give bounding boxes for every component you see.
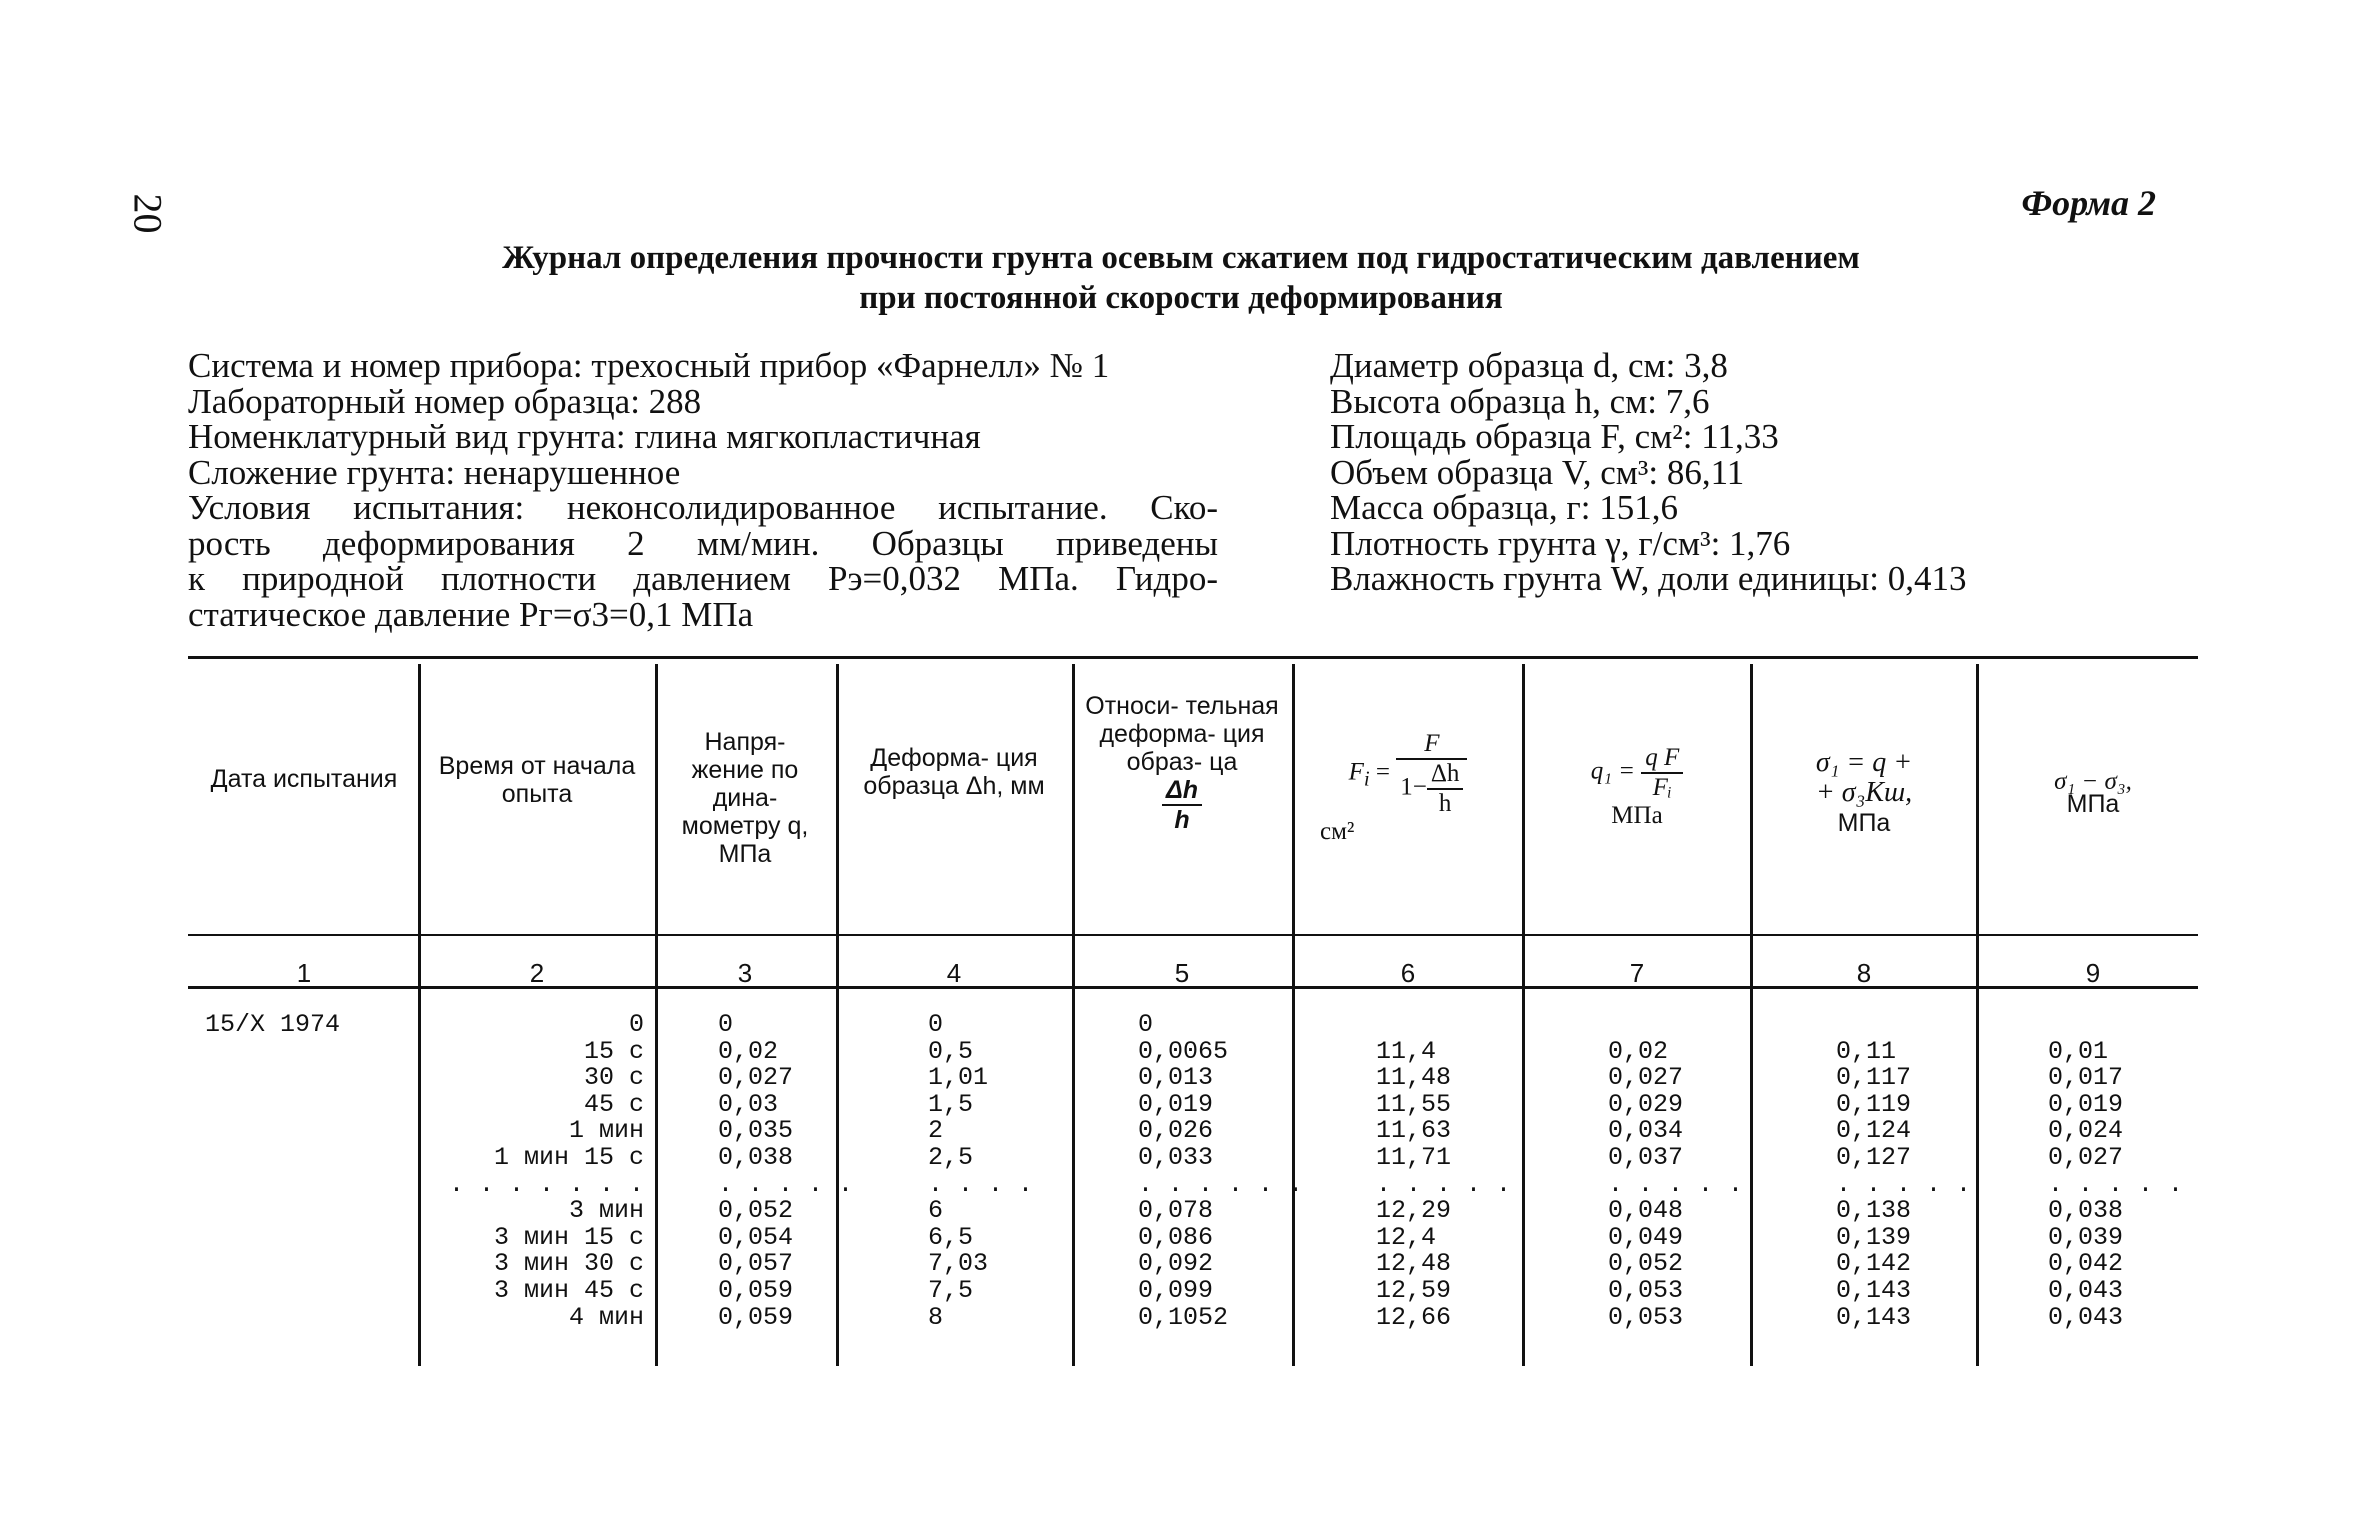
q1-cell: 0,02 [1608,1036,1669,1066]
sigma-diff-cell: . . . . . [2048,1169,2184,1199]
area-unit: см² [1320,818,1355,845]
column-divider [1522,664,1525,1366]
column-number: 6 [1400,958,1416,988]
header-sigma-diff [1988,768,2198,818]
fraction-denominator: h [1174,806,1190,834]
deformation-cell: 1,5 [928,1089,974,1119]
header-deformation [848,744,1060,800]
title-line-1: Журнал определения прочности грунта осевым сжатием под гидростатическим давлением [502,240,1860,276]
header-time [430,752,644,808]
relative-deformation-cell: 0,026 [1138,1116,1214,1146]
sigma1-cell: 0,143 [1836,1302,1912,1332]
sample-mass: Масса образца, г: 151,6 [1330,488,1678,527]
area-inner-numerator: Δh [1427,760,1464,790]
sigma-diff-formula: σ₁ − σ₃, [2054,768,2132,795]
area-cell: 12,4 [1376,1222,1437,1252]
sigma-diff-cell [2048,1012,2183,1039]
area-cell: 11,48 [1376,1063,1452,1093]
q1-cell [1608,1012,1743,1039]
relative-deformation-cell: 0,086 [1138,1222,1214,1252]
deformation-cell: 2,5 [928,1142,974,1172]
sigma-diff-cell: 0,019 [2048,1089,2124,1119]
title-line-2: при постоянной скорости деформирования [859,280,1503,316]
q1-cell: 0,049 [1608,1222,1684,1252]
column-number: 3 [737,958,753,988]
soil-density: Плотность грунта γ, г/см³: 1,76 [1330,523,1791,563]
area-cell: 11,4 [1376,1036,1437,1066]
column-number: 5 [1174,958,1190,988]
soil-type: Номенклатурный вид грунта: глина мягкопластичная [188,417,981,456]
relative-deformation-cell: . . . . . . [1138,1169,1304,1199]
test-conditions-line-1: Условия испытания: неконсолидированное испытание. Ско- [188,488,1218,527]
q1-cell: 0,053 [1608,1302,1684,1332]
test-conditions-line-2: рость деформирования 2 мм/мин. Образцы приведены [188,523,1218,563]
relative-deformation-cell: 0,033 [1138,1142,1214,1172]
area-fraction-numerator [1396,730,1467,760]
test-conditions-line-4: статическое давление Pг=σ3=0,1 МПа [188,594,754,634]
sigma1-cell: 0,139 [1836,1222,1912,1252]
sigma1-cell [1836,1012,1971,1039]
sigma1-cell: 0,142 [1836,1249,1912,1279]
sigma1-cell: 0,119 [1836,1089,1912,1119]
soil-moisture: Влажность грунта W, доли единицы: 0,413 [1330,559,1967,598]
sigma1-column [1836,1012,1971,1331]
area-subscript: i [1363,766,1370,791]
area-cell: 11,63 [1376,1116,1452,1146]
area-inner-fraction [1427,760,1464,818]
deformation-cell: 8 [928,1302,944,1332]
relative-deformation-cell: 0,0065 [1138,1036,1229,1066]
header-deformation-label: Деформа- ция образца Δh, мм [863,744,1045,800]
header-q1 [1534,744,1740,830]
time-column [430,1012,644,1331]
header-date-label: Дата испытания [210,765,398,793]
sigma-diff-cell: 0,017 [2048,1063,2124,1093]
deformation-cell: 7,5 [928,1275,974,1305]
relative-deformation-cell: 0,013 [1138,1063,1214,1093]
soil-structure: Сложение грунта: ненарушенное [188,452,681,492]
time-cell: 3 мин 30 с [493,1249,644,1279]
header-area: $F_i$ = F 1− $\frac{\Delta h}{h}$ см² [1300,730,1516,846]
time-cell: 1 мин 15 с [493,1142,644,1172]
sample-info-left [188,348,1218,632]
time-cell: 0 [628,1010,644,1039]
area-numerator-symbol: F [1424,730,1440,757]
header-stress-label: Напря- жение по дина- мометру q, МПа [681,728,809,868]
q1-cell: 0,037 [1608,1142,1684,1172]
sigma1-cell: 0,138 [1836,1196,1912,1226]
q1-symbol: q₁ = [1590,757,1636,785]
sigma-diff-cell: 0,024 [2048,1116,2124,1146]
sigma1-cell: 0,117 [1836,1063,1912,1093]
relative-deformation-cell: 0,1052 [1138,1302,1229,1332]
area-column [1376,1012,1511,1331]
deformation-cell: 1,01 [928,1063,989,1093]
sigma-diff-cell: 0,038 [2048,1196,2124,1226]
time-cell: 4 мин [568,1302,644,1332]
q1-denominator: Fᵢ [1652,774,1672,801]
document-title [0,238,2362,318]
q1-column [1608,1012,1743,1331]
column-divider [1750,664,1753,1366]
time-cell: 1 мин [568,1116,644,1146]
sample-diameter: Диаметр образца d, см: 3,8 [1330,346,1728,385]
relative-deformation-column [1138,1012,1303,1331]
q1-cell: 0,029 [1608,1089,1684,1119]
stress-cell: 0 [718,1010,734,1039]
q1-cell: 0,027 [1608,1063,1684,1093]
test-conditions-line-3: к природной плотности давлением Pэ=0,032 МПа. Гидро- [188,559,1218,598]
column-divider [1976,664,1979,1366]
stress-cell: 0,057 [718,1249,794,1279]
q1-cell: 0,053 [1608,1275,1684,1305]
column-number: 8 [1856,958,1872,988]
q1-fraction [1641,744,1683,802]
area-cell [1376,1012,1511,1039]
sample-volume: Объем образца V, см³: 86,11 [1330,452,1745,492]
relative-deformation-cell: 0,099 [1138,1275,1214,1305]
area-cell: . . . . . [1376,1169,1512,1199]
sample-area: Площадь образца F, см²: 11,33 [1330,417,1779,456]
header-sigma1 [1762,748,1966,838]
table-top-rule [188,656,2198,659]
relative-deformation-cell: 0,078 [1138,1196,1214,1226]
relative-deformation-cell: 0 [1138,1010,1154,1039]
sigma-diff-cell: 0,039 [2048,1222,2124,1252]
date-cell: 15/X 1974 [205,1010,341,1039]
area-cell: 11,55 [1376,1089,1452,1119]
area-cell: 11,71 [1376,1142,1452,1172]
stress-cell: 0,054 [718,1222,794,1252]
time-cell: 3 мин [568,1196,644,1226]
header-date [198,765,410,793]
stress-cell: 0,03 [718,1089,779,1119]
header-stress [665,728,825,868]
sigma-diff-cell: 0,042 [2048,1249,2124,1279]
header-bottom-rule [188,934,2198,936]
sigma-diff-cell: 0,043 [2048,1302,2124,1332]
sigma-diff-cell: 0,01 [2048,1036,2109,1066]
form-label: Форма 2 [2021,183,2156,223]
stress-cell: 0,02 [718,1036,779,1066]
deformation-cell: . . . . [928,1169,1034,1199]
column-number: 9 [2085,958,2101,988]
column-number: 1 [296,958,312,988]
q1-cell: 0,048 [1608,1196,1684,1226]
deformation-cell: 0,5 [928,1036,974,1066]
q1-cell: 0,034 [1608,1116,1684,1146]
header-relative-deformation-label: Относи- тельная деформа- ция образ- ца [1085,692,1279,776]
time-cell: 30 с [583,1063,644,1093]
area-fraction [1396,730,1467,818]
column-divider [655,664,658,1366]
area-symbol: F [1348,758,1364,786]
area-fraction-denominator [1396,760,1467,818]
deformation-cell: 0 [928,1010,944,1039]
area-cell: 12,29 [1376,1196,1452,1226]
stress-column [718,1012,853,1331]
time-cell: 3 мин 45 с [493,1275,644,1305]
q1-cell: 0,052 [1608,1249,1684,1279]
time-cell: 45 с [583,1089,644,1119]
q1-cell: . . . . . [1608,1169,1744,1199]
deformation-cell: 6,5 [928,1222,974,1252]
stress-cell: . . . . . [718,1169,854,1199]
area-inner-denominator: h [1438,790,1452,817]
header-relative-deformation [1084,692,1280,834]
area-denominator-prefix: 1− [1400,773,1427,801]
time-cell: 3 мин 15 с [493,1222,644,1252]
sigma-diff-column [2048,1012,2183,1331]
column-divider [418,664,421,1366]
device-info: Система и номер прибора: трехосный прибор «Фарнелл» № 1 [188,346,1110,385]
sigma1-unit: МПа [1837,809,1891,837]
sigma-diff-cell: 0,043 [2048,1275,2124,1305]
page-number: 20 [125,193,171,234]
sigma1-cell: 0,11 [1836,1036,1897,1066]
stress-cell: 0,027 [718,1063,794,1093]
stress-cell: 0,059 [718,1275,794,1305]
sigma1-cell: . . . . . [1836,1169,1972,1199]
area-cell: 12,59 [1376,1275,1452,1305]
stress-cell: 0,059 [718,1302,794,1332]
area-cell: 12,66 [1376,1302,1452,1332]
deformation-cell: 6 [928,1196,944,1226]
deformation-cell: 7,03 [928,1249,989,1279]
stress-cell: 0,035 [718,1116,794,1146]
sample-info-right [1330,348,2130,597]
sigma1-formula-line-2: + σ₃Kш, [1815,777,1913,808]
sample-height: Высота образца h, см: 7,6 [1330,381,1710,421]
stress-cell: 0,038 [718,1142,794,1172]
column-number: 7 [1629,958,1645,988]
deformation-column [928,1012,1033,1331]
area-cell: 12,48 [1376,1249,1452,1279]
column-number: 2 [529,958,545,988]
relative-deformation-fraction [1162,776,1202,834]
sigma1-formula-line-1: σ₁ = q + [1815,747,1913,778]
relative-deformation-cell: 0,019 [1138,1089,1214,1119]
sigma1-cell: 0,124 [1836,1116,1912,1146]
time-cell: 15 с [583,1036,644,1066]
header-time-label: Время от начала опыта [438,752,636,808]
relative-deformation-cell: 0,092 [1138,1249,1214,1279]
sigma1-cell: 0,127 [1836,1142,1912,1172]
q1-numerator: q F [1641,744,1683,774]
time-cell: . . . . . . . [448,1169,644,1199]
sigma1-cell: 0,143 [1836,1275,1912,1305]
column-divider [1072,664,1075,1366]
sigma-diff-cell: 0,027 [2048,1142,2124,1172]
stress-cell: 0,052 [718,1196,794,1226]
fraction-numerator: Δh [1162,776,1202,806]
column-number: 4 [946,958,962,988]
sigma-diff-unit: МПа [2066,790,2120,818]
q1-unit: МПа [1611,802,1663,829]
deformation-cell: 2 [928,1116,944,1146]
lab-number: Лабораторный номер образца: 288 [188,381,702,421]
